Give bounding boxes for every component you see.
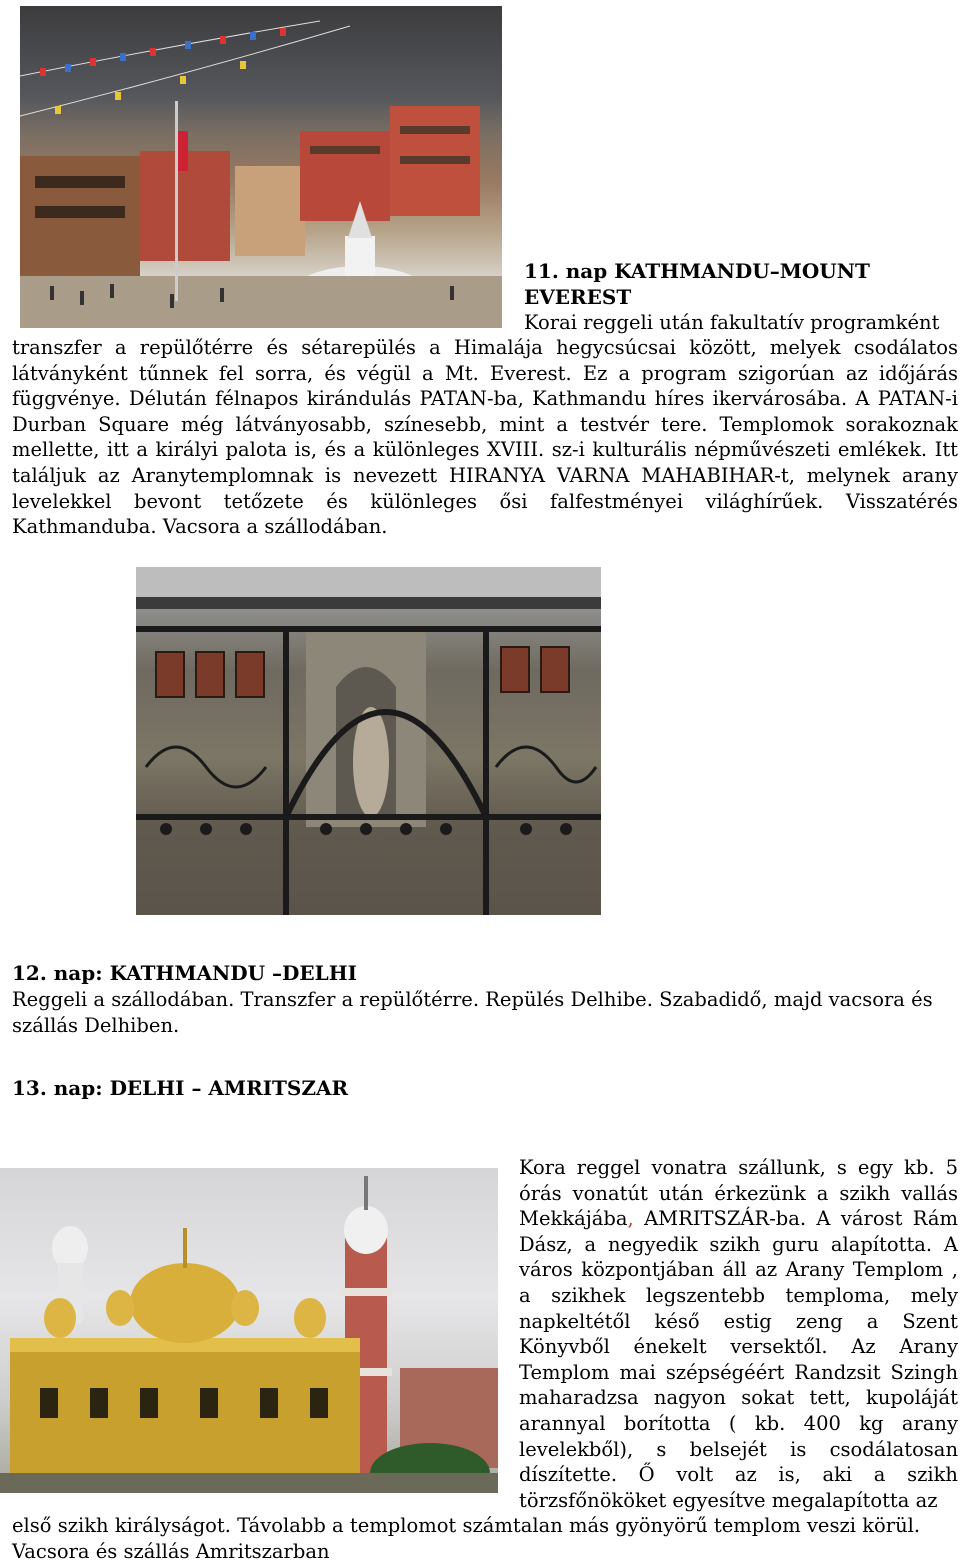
day13-body-part2: AMRITSZÁR-ba. A várost Rám Dász, a negyedik szikh guru alapította. A város központjában áll az Arany Templom , a szikhek legszentebb temploma, mely napkeltétől késő estig zeng a Szent Könyvből énekelt versektől. Az Arany Templom mai szépségéért Randzsit Szingh maharadzsa nagyon sokat tett, kupoláját arannyal borította ( kb. 400 kg arany levelekből), s belsejét is csodálatosan díszítette. Ő volt az is, aki a szikh törzsfőnököket egyesítve megalapította az — [519, 1207, 958, 1512]
day13-body — [519, 1155, 958, 1513]
day11-body: transzfer a repülőtérre és sétarepülés a Himalája hegycsúcsai között, melyek csodálatos látványként tűnnek fel sorra, és végül a Mt. Everest. Ez a program szigorúan az időjárás függvénye. Délután félnapos kirándulás PATAN-ba, Kathmandu híres ikervárosába. A PATAN-i Durban Square még látványosabb, színesebb, mint a testvér tere. Templomok sorakoznak mellette, itt a királyi palota is, és a különleges XVIII. sz-i kulturális népművészeti emlékek. Itt találjuk az Aranytemplomnak is nevezett HIRANYA VARNA MAHABIHAR-t, melynek arany levelekkel bevont tetőzete és különleges ősi falfestményei világhírűek. Visszatérés Kathmanduba. Vacsora a szállodában. — [12, 336, 958, 539]
day12-body: Reggeli a szállodában. Transzfer a repülőtérre. Repülés Delhibe. Szabadidő, majd vacsora és szállás Delhiben. — [12, 988, 933, 1037]
day13-body-part1: Kora reggel vonatra szállunk, s egy kb. 5 órás vonatút után érkezünk a szikh vallás Mekkájába — [519, 1156, 958, 1231]
patan-prayer-wheels-photo — [136, 567, 601, 915]
day12-title: 12. nap: KATHMANDU –DELHI — [12, 961, 357, 985]
day13-tail: első szikh királyságot. Távolabb a templomot számtalan más gyönyörű templom veszi körül. Vacsora és szállás Amritszarban — [12, 1514, 921, 1563]
day13-red-comma: , — [627, 1207, 634, 1231]
day11-title: 11. nap KATHMANDU–MOUNT EVEREST — [524, 259, 870, 309]
day11-intro: Korai reggeli után fakultatív programként — [524, 311, 940, 334]
kathmandu-stupa-photo — [20, 6, 502, 328]
golden-temple-photo — [0, 1168, 498, 1493]
day13-title: 13. nap: DELHI – AMRITSZAR — [12, 1076, 349, 1100]
